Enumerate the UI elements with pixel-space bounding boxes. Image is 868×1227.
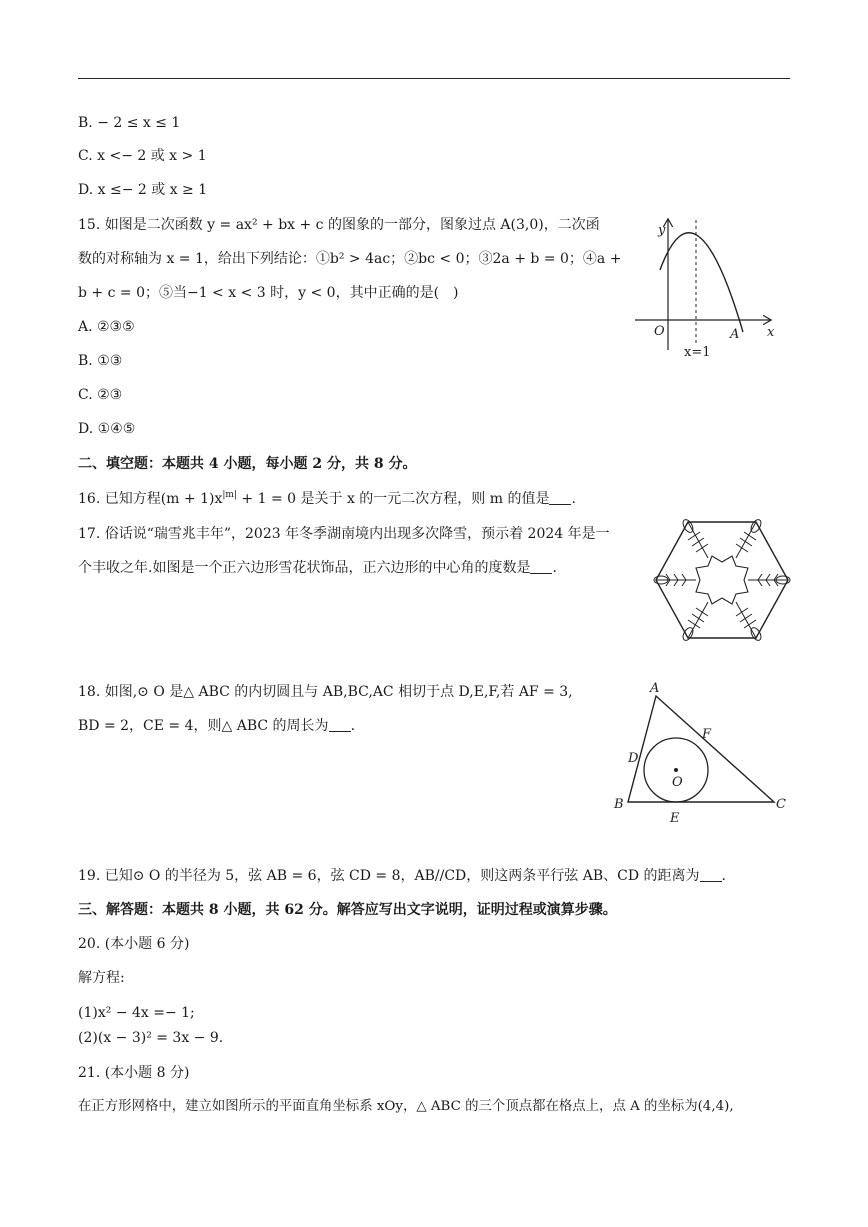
fig15-label-a: A [730, 327, 740, 342]
hexagon-snowflake-figure [652, 518, 792, 642]
fig18-label-a: A [650, 681, 660, 696]
snowflake-arms [654, 518, 790, 642]
q20-heading: 20. (本小题 6 分) [78, 936, 190, 952]
q18-line-2 [78, 716, 355, 736]
answer-blank [530, 559, 552, 574]
q20-part-2: (2)(x − 3)² = 3x − 9. [78, 1030, 224, 1046]
q14-option-d: D. x ≤− 2 或 x ≥ 1 [78, 182, 208, 198]
fig18-label-b: B [614, 797, 624, 812]
q16-text [78, 489, 576, 509]
q21-heading: 21. (本小题 8 分) [78, 1065, 190, 1081]
answer-blank [700, 867, 722, 882]
center-dot [674, 768, 678, 772]
q17-end: . [552, 560, 557, 576]
fig18-label-d: D [628, 751, 639, 766]
q16-end: . [571, 491, 576, 507]
fig15-label-x: x [767, 325, 775, 340]
q15-line-3: b + c = 0；⑤当−1 < x < 3 时，y < 0，其中正确的是( ) [78, 285, 459, 301]
q18-end: . [350, 718, 356, 734]
q14-option-b: B. − 2 ≤ x ≤ 1 [78, 115, 181, 131]
inner-star [696, 556, 748, 604]
q14-option-c: C. x <− 2 或 x > 1 [78, 148, 207, 164]
incircle-triangle-figure [608, 678, 794, 828]
q15-line-1: 15. 如图是二次函数 y = ax² + bx + c 的图象的一部分，图象过点 A(3,0)，二次函 [78, 217, 600, 233]
q19-end: . [721, 868, 726, 884]
q15-option-d: D. ①④⑤ [78, 421, 136, 437]
q16-exponent: |m| [222, 490, 237, 500]
fig18-label-o: O [672, 775, 683, 790]
q20-part-1: (1)x² − 4x =− 1; [78, 1005, 195, 1021]
q16-pre: 16. 已知方程(m + 1)x [78, 491, 223, 507]
answer-blank [329, 717, 351, 732]
q17-line-2-text: 个丰收之年.如图是一个正六边形雪花状饰品，正六边形的中心角的度数是 [78, 560, 531, 576]
section-3-heading: 三、解答题：本题共 8 小题，共 62 分。解答应写出文字说明，证明过程或演算步骤。 [78, 902, 617, 918]
q16-post: + 1 = 0 是关于 x 的一元二次方程，则 m 的值是 [236, 491, 550, 507]
fig18-label-e: E [670, 811, 680, 826]
fig18-label-c: C [776, 797, 786, 812]
header-rule [78, 78, 790, 79]
q15-line-2: 数的对称轴为 x = 1，给出下列结论：①b² > 4ac；②bc < 0；③2a + b = 0；④a + [78, 251, 622, 267]
q15-option-a: A. ②③⑤ [78, 319, 135, 335]
fig15-label-axis: x=1 [684, 345, 711, 360]
q18-line-2-text: BD = 2，CE = 4，则△ ABC 的周长为 [78, 718, 329, 734]
answer-blank [549, 490, 571, 505]
q19-main: 19. 已知⊙ O 的半径为 5，弦 AB = 6，弦 CD = 8，AB//CD，则这两条平行弦 AB、CD 的距离为 [78, 868, 700, 884]
q18-line-1: 18. 如图,⊙ O 是△ ABC 的内切圆且与 AB,BC,AC 相切于点 D,E,F,若 AF = 3, [78, 684, 573, 700]
q19-text [78, 866, 726, 886]
q15-option-c: C. ②③ [78, 387, 123, 403]
fig15-label-origin: O [654, 324, 665, 339]
parabola-curve [660, 233, 743, 332]
fig15-label-y: y [658, 223, 666, 238]
q15-option-b: B. ①③ [78, 353, 123, 369]
q21-line-1: 在正方形网格中，建立如图所示的平面直角坐标系 xOy，△ ABC 的三个顶点都在格点上，点 A 的坐标为(4,4), [78, 1099, 734, 1114]
section-2-heading: 二、填空题：本题共 4 小题，每小题 2 分，共 8 分。 [78, 456, 417, 472]
parabola-figure [630, 210, 780, 360]
q17-line-2 [78, 558, 557, 578]
q20-intro: 解方程: [78, 970, 125, 986]
q17-line-1: 17. 俗话说“瑞雪兆丰年”，2023 年冬季湖南境内出现多次降雪，预示着 2024 年是一 [78, 526, 610, 542]
fig18-label-f: F [702, 727, 712, 742]
